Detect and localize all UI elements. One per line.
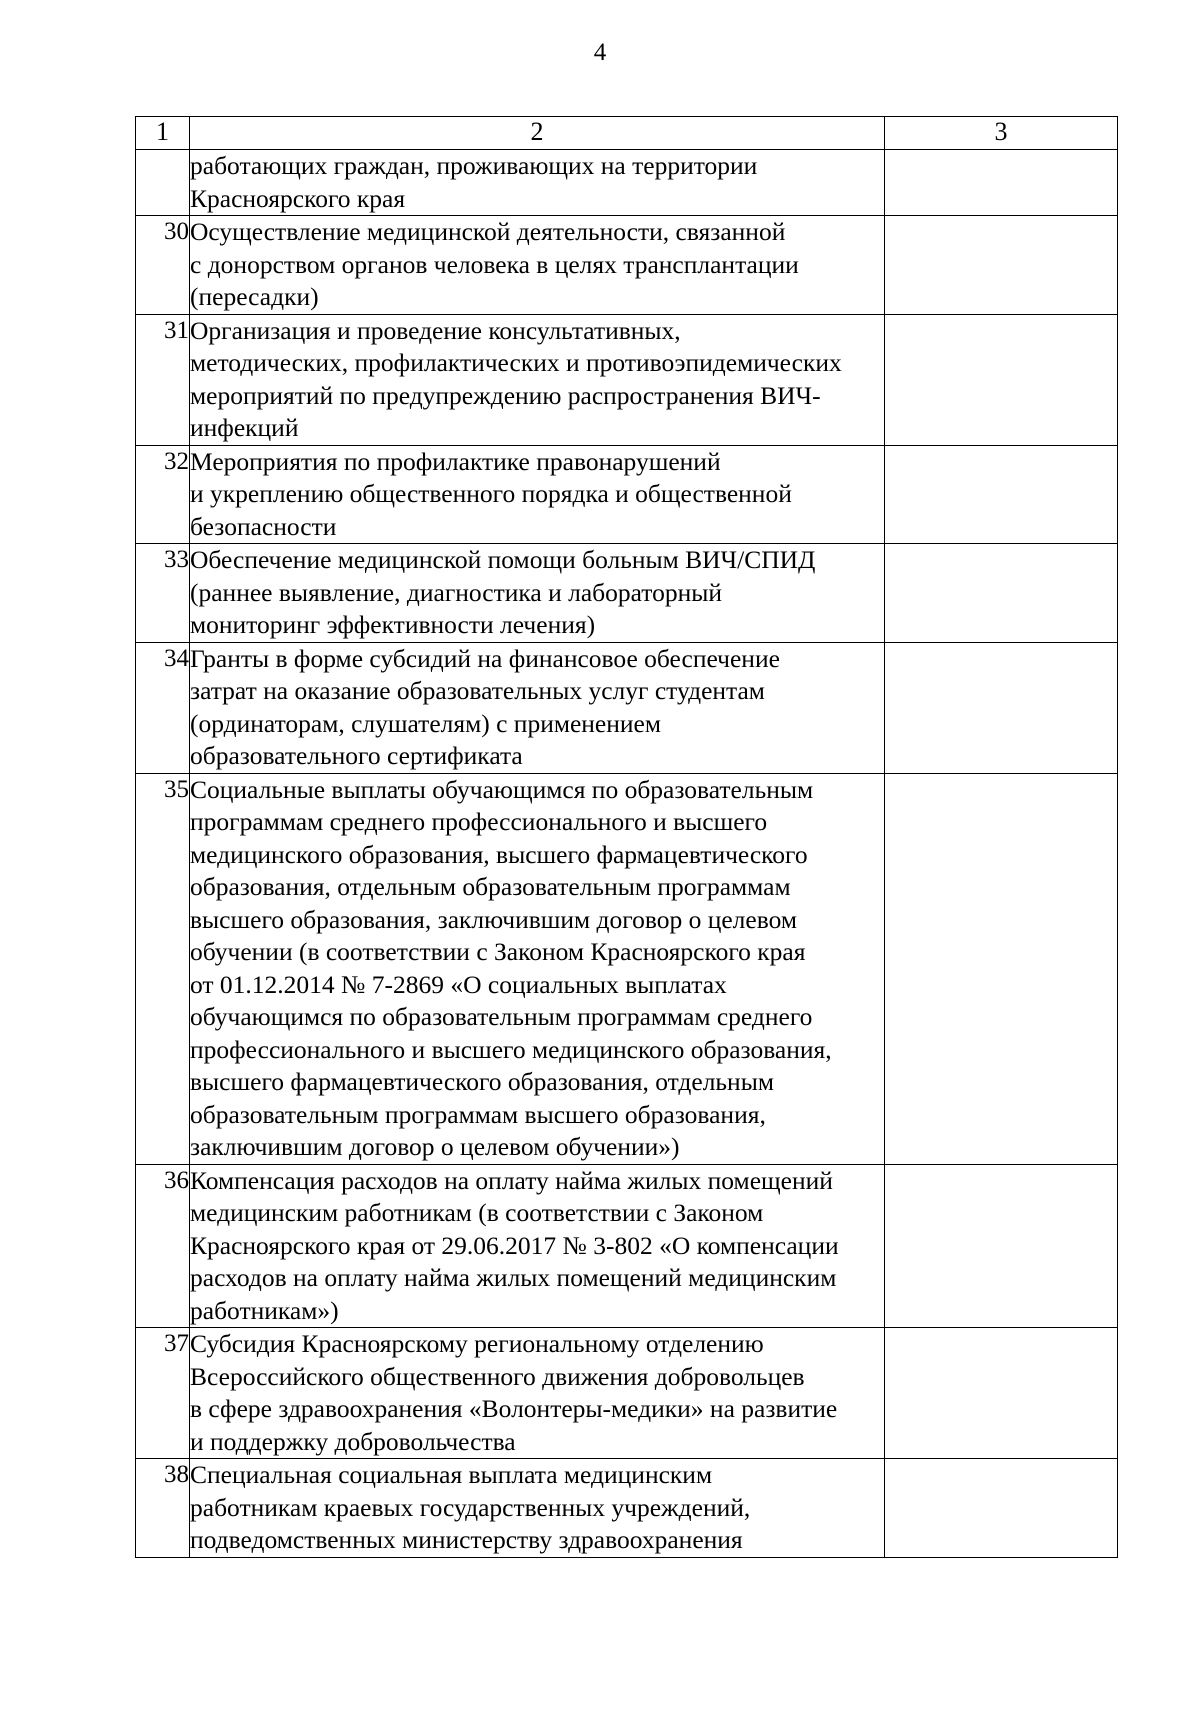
table-body [136,150,1118,1558]
table-row [136,1328,1118,1459]
row-column-3 [885,773,1118,1164]
description-line: программам среднего профессионального и высшего [190,807,768,836]
row-column-3 [885,642,1118,773]
row-number: 36 [136,1164,190,1328]
row-description [190,314,885,445]
description-line: в сфере здравоохранения «Волонтеры-медики» на развитие [190,1394,838,1423]
document-table [135,116,1118,1558]
description-line: Гранты в форме субсидий на финансовое обеспечение [190,643,780,673]
description-line: обучающимся по образовательным программам среднего [190,1002,813,1031]
description-line: Мероприятия по профилактике правонарушений [190,446,721,476]
row-number: 32 [136,445,190,544]
description-line: профессионального и высшего медицинского образования, [190,1034,832,1064]
description-line: высшего фармацевтического образования, отдельным [190,1067,774,1096]
description-line: методических, профилактических и противоэпидемических [190,348,842,377]
description-line: заключившим договор о целевом обучении») [190,1132,680,1161]
row-description [190,544,885,643]
table-row [136,1164,1118,1328]
description-line: образования, отдельным образовательным программам [190,872,791,901]
description-line: Компенсация расходов на оплату найма жилых помещений [190,1165,833,1195]
description-line: работникам краевых государственных учреждений, [190,1492,751,1522]
table-row [136,445,1118,544]
table-header-row [136,117,1118,150]
row-number: 38 [136,1459,190,1558]
description-line: Всероссийского общественного движения добровольцев [190,1361,805,1391]
row-description [190,445,885,544]
description-line: (раннее выявление, диагностика и лабораторный [190,577,723,607]
description-line: инфекций [190,413,299,442]
row-column-3 [885,544,1118,643]
description-line: медицинским работникам (в соответствии с Законом [190,1198,764,1227]
description-line: работающих граждан, проживающих на территории [190,151,758,180]
description-line: (ординаторам, слушателям) с применением [190,708,662,738]
table-row [136,1459,1118,1558]
table-row [136,314,1118,445]
row-number: 35 [136,773,190,1164]
table-row [136,150,1118,216]
row-description [190,773,885,1164]
description-line: высшего образования, заключившим договор о целевом [190,904,797,934]
description-line: подведомственных министерству здравоохранения [190,1525,743,1554]
row-number: 34 [136,642,190,773]
row-column-3 [885,445,1118,544]
row-number: 37 [136,1328,190,1459]
description-line: и укреплению общественного порядка и общественной [190,479,792,508]
column-header-1: 1 [136,117,190,150]
description-line: Субсидия Красноярскому региональному отделению [190,1329,764,1358]
table-row [136,216,1118,315]
description-line: образовательным программам высшего образования, [190,1099,766,1129]
row-number: 33 [136,544,190,643]
description-line: Осуществление медицинской деятельности, связанной [190,217,786,246]
row-column-3 [885,1459,1118,1558]
row-description [190,1328,885,1459]
description-line: Организация и проведение консультативных, [190,315,681,345]
description-line: Социальные выплаты обучающимся по образовательным [190,774,814,804]
description-line: Красноярского края от 29.06.2017 № 3-802 «О компенсации [190,1230,839,1260]
description-line: медицинского образования, высшего фармацевтического [190,839,808,869]
description-line: от 01.12.2014 № 7-2869 «О социальных выплатах [190,969,727,999]
description-line: с донорством органов человека в целях трансплантации [190,249,799,279]
row-column-3 [885,150,1118,216]
description-line: обучении (в соответствии с Законом Красноярского края [190,937,806,966]
column-header-3: 3 [885,117,1118,150]
row-number: 31 [136,314,190,445]
row-column-3 [885,1164,1118,1328]
description-line: (пересадки) [190,282,319,311]
row-number [136,150,190,216]
description-line: работникам») [190,1295,339,1325]
table-row [136,773,1118,1164]
description-line: расходов на оплату найма жилых помещений медицинским [190,1263,837,1292]
description-line: мониторинг эффективности лечения) [190,610,596,639]
description-line: образовательного сертификата [190,741,523,770]
description-line: и поддержку добровольчества [190,1426,516,1456]
row-number: 30 [136,216,190,315]
row-column-3 [885,1328,1118,1459]
table-row [136,544,1118,643]
row-description [190,216,885,315]
row-description [190,1459,885,1558]
description-line: мероприятий по предупреждению распространения ВИЧ- [190,380,821,410]
row-column-3 [885,216,1118,315]
description-line: затрат на оказание образовательных услуг студентам [190,676,765,705]
row-description [190,150,885,216]
table-row [136,642,1118,773]
description-line: Специальная социальная выплата медицинским [190,1460,713,1489]
description-line: Обеспечение медицинской помощи больным ВИЧ/СПИД [190,545,816,574]
row-description [190,642,885,773]
row-description [190,1164,885,1328]
row-column-3 [885,314,1118,445]
description-line: безопасности [190,511,337,541]
column-header-2: 2 [190,117,885,150]
description-line: Красноярского края [190,183,406,213]
page-number: 4 [593,39,607,66]
